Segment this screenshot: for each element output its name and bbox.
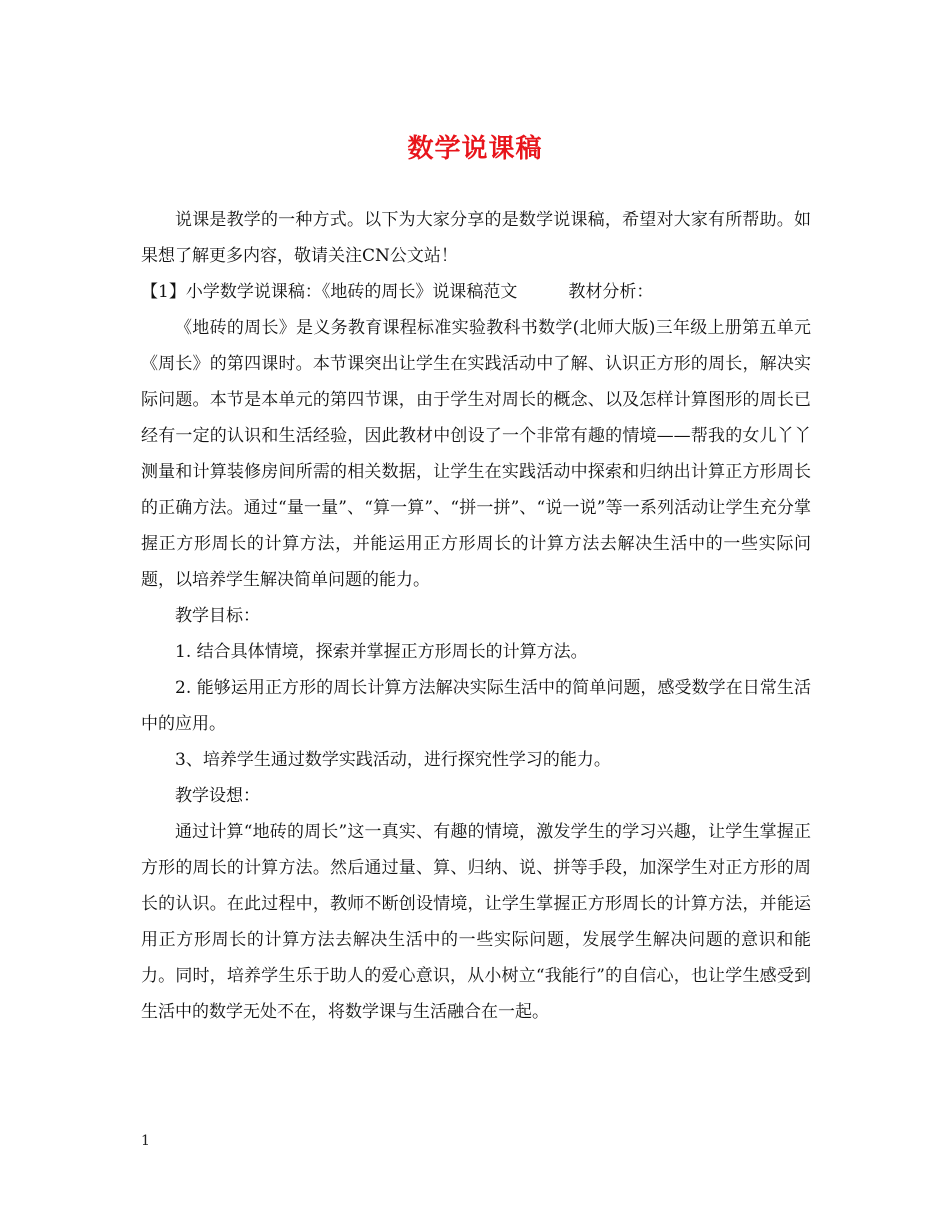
goals-heading: 教学目标：	[175, 606, 260, 626]
document-body	[141, 202, 811, 1030]
analysis-paragraph: 《地砖的周长》是义务教育课程标准实验教科书数学(北师大版)三年级上册第五单元《周长》的第四课时。本节课突出让学生在实践活动中了解、认识正方形的周长，解决实际问题。本节是本单元的第四节课，由于学生对周长的概念、以及怎样计算图形的周长已经有一定的认识和生活经验，因此教材中创设了一个非常有趣的情境——帮我的女儿丫丫测量和计算装修房间所需的相关数据，让学生在实践活动中探索和归纳出计算正方形周长的正确方法。通过“量一量”、“算一算”、“拼一拼”、“说一说”等一系列活动让学生充分掌握正方形周长的计算方法，并能运用正方形周长的计算方法去解决生活中的一些实际问题，以培养学生解决简单问题的能力。	[141, 318, 811, 590]
goal-item-2: 2. 能够运用正方形的周长计算方法解决实际生活中的简单问题，感受数学在日常生活中的应用。	[141, 678, 811, 734]
page-number: 1	[141, 1133, 150, 1149]
section-heading: 【1】小学数学说课稿：《地砖的周长》说课稿范文 教材分析：	[141, 282, 654, 302]
document-title: 数学说课稿	[407, 134, 543, 164]
goal-item-3: 3、培养学生通过数学实践活动，进行探究性学习的能力。	[175, 750, 611, 770]
design-heading: 教学设想：	[175, 786, 260, 806]
goal-item-1: 1. 结合具体情境，探索并掌握正方形周长的计算方法。	[175, 642, 588, 662]
intro-paragraph: 说课是教学的一种方式。以下为大家分享的是数学说课稿，希望对大家有所帮助。如果想了解更多内容，敬请关注CN公文站！	[141, 210, 811, 266]
design-paragraph: 通过计算“地砖的周长”这一真实、有趣的情境，激发学生的学习兴趣，让学生掌握正方形的周长的计算方法。然后通过量、算、归纳、说、拼等手段，加深学生对正方形的周长的认识。在此过程中，教师不断创设情境，让学生掌握正方形周长的计算方法，并能运用正方形周长的计算方法去解决生活中的一些实际问题，发展学生解决问题的意识和能力。同时，培养学生乐于助人的爱心意识，从小树立“我能行”的自信心，也让学生感受到生活中的数学无处不在，将数学课与生活融合在一起。	[141, 822, 811, 1022]
